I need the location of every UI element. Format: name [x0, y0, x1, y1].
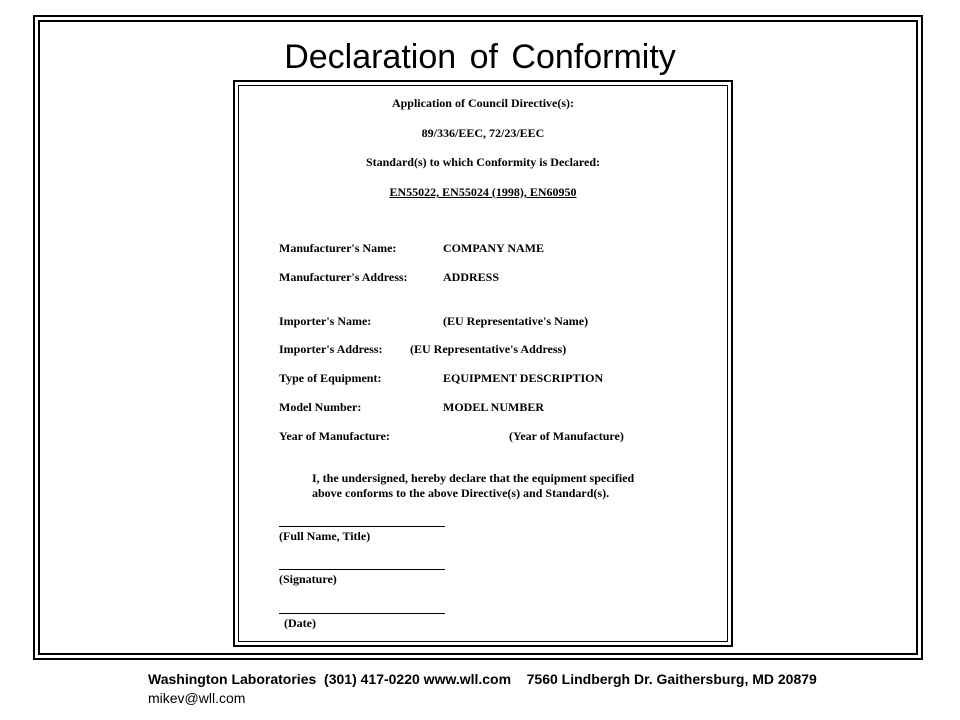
manufacturer-address-value: ADDRESS: [443, 270, 500, 284]
year-of-manufacture-value: (Year of Manufacture): [509, 429, 624, 443]
footer-contact: Washington Laboratories (301) 417-0220 www.wll.com 7560 Lindbergh Dr. Gaithersburg, MD 20879: [148, 671, 817, 687]
signature-line: [279, 569, 445, 570]
footer-email: mikev@wll.com: [148, 690, 246, 706]
declaration-statement-line-1: I, the undersigned, hereby declare that the equipment specified: [312, 471, 635, 485]
equipment-type-value: EQUIPMENT DESCRIPTION: [443, 371, 604, 385]
declaration-statement-line-2: above conforms to the above Directive(s) and Standard(s).: [312, 486, 610, 500]
year-of-manufacture-label: Year of Manufacture:: [279, 429, 390, 443]
date-caption: (Date): [284, 616, 316, 630]
directive-list: 89/336/EEC, 72/23/EEC: [421, 126, 545, 140]
signature-caption: (Signature): [279, 572, 337, 586]
importer-address-label: Importer's Address:: [279, 342, 383, 356]
equipment-type-label: Type of Equipment:: [279, 371, 382, 385]
importer-address-value: (EU Representative's Address): [410, 342, 567, 356]
full-name-signature-line: [279, 526, 445, 527]
date-signature-line: [279, 613, 445, 614]
directive-heading: Application of Council Directive(s):: [391, 96, 575, 110]
model-number-value: MODEL NUMBER: [443, 400, 545, 414]
manufacturer-address-label: Manufacturer's Address:: [279, 270, 408, 284]
full-name-title-caption: (Full Name, Title): [279, 529, 371, 543]
manufacturer-name-value: COMPANY NAME: [443, 241, 544, 255]
slide-title: Declaration of Conformity: [284, 38, 676, 76]
model-number-label: Model Number:: [279, 400, 362, 414]
manufacturer-name-label: Manufacturer's Name:: [279, 241, 397, 255]
standards-heading: Standard(s) to which Conformity is Declared:: [365, 155, 601, 169]
importer-name-value: (EU Representative's Name): [443, 314, 589, 328]
standards-list: EN55022, EN55024 (1998), EN60950: [389, 185, 577, 199]
importer-name-label: Importer's Name:: [279, 314, 372, 328]
